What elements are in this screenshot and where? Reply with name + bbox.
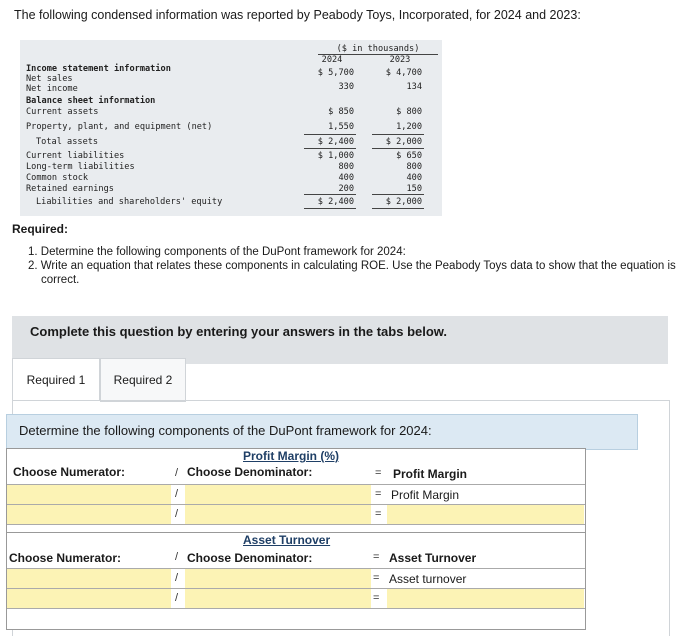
value-2023: 134 xyxy=(406,82,422,92)
requirement-1: 1. Determine the following components of the DuPont framework for 2024: xyxy=(28,246,406,258)
value-2023: $ 650 xyxy=(396,151,422,161)
subtotal-rule xyxy=(304,134,356,135)
value-2023: 400 xyxy=(406,173,422,183)
statement-row-label: Common stock xyxy=(26,173,89,183)
instruction-banner xyxy=(12,316,668,364)
requirements-list xyxy=(28,246,688,288)
value-2024: 1,550 xyxy=(328,122,354,132)
statement-row-label: Retained earnings xyxy=(26,184,114,194)
asset-turnover-calc-row: / = xyxy=(7,589,585,609)
denominator-select[interactable] xyxy=(185,569,371,588)
tab-required-1[interactable]: Required 1 xyxy=(12,358,100,401)
numerator-value-input[interactable] xyxy=(7,505,171,524)
equals-sign: = xyxy=(373,551,380,563)
divide-sign: / xyxy=(175,551,179,563)
profit-margin-title: Profit Margin (%) xyxy=(243,449,339,463)
result-row-label: Profit Margin xyxy=(391,488,460,502)
value-2023: $ 2,000 xyxy=(385,137,422,147)
denominator-label: Choose Denominator: xyxy=(187,465,313,479)
year-2024-header: 2024 xyxy=(321,55,343,65)
numerator-select[interactable] xyxy=(7,569,171,588)
profit-margin-input-row: / = Profit Margin xyxy=(7,485,585,505)
statement-row-label: Balance sheet information xyxy=(26,96,156,106)
requirement-2: 2. Write an equation that relates these components in calculating ROE. Use the Peabody Toys data to show that the equation is xyxy=(28,260,676,272)
numerator-select[interactable] xyxy=(7,485,171,504)
value-2024: $ 850 xyxy=(328,107,354,117)
statement-row-label: Income statement information xyxy=(26,64,171,74)
value-2024: 400 xyxy=(338,173,354,183)
equals-sign: = xyxy=(375,467,382,479)
result-label: Asset Turnover xyxy=(389,551,477,565)
value-2024: 330 xyxy=(338,82,354,92)
profit-margin-answer-input[interactable] xyxy=(387,505,584,524)
prompt-box xyxy=(6,414,638,450)
statement-row-label: Current assets xyxy=(26,107,99,117)
value-2023: $ 800 xyxy=(396,107,422,117)
requirement-2-continued: correct. xyxy=(41,274,80,286)
subtotal-rule xyxy=(304,208,356,209)
result-row-label: Asset turnover xyxy=(389,572,467,586)
value-2024: 200 xyxy=(338,184,354,194)
result-label: Profit Margin xyxy=(393,467,467,481)
intro-text: The following condensed information was reported by Peabody Toys, Incorporated, for 2024 and 2023: xyxy=(14,8,581,22)
value-2023: $ 2,000 xyxy=(385,197,422,207)
value-2024: 800 xyxy=(338,162,354,172)
numerator-label: Choose Numerator: xyxy=(13,465,126,479)
asset-turnover-grid xyxy=(6,532,586,630)
divide-sign: / xyxy=(175,467,179,479)
value-2024: $ 1,000 xyxy=(317,151,354,161)
required-heading: Required: xyxy=(12,222,69,236)
value-2023: 800 xyxy=(406,162,422,172)
subtotal-rule xyxy=(372,194,424,195)
subtotal-rule xyxy=(372,134,424,135)
statement-row-label: Net income xyxy=(26,84,78,94)
subtotal-rule xyxy=(304,148,356,149)
asset-turnover-title: Asset Turnover xyxy=(243,533,331,547)
value-2024: $ 2,400 xyxy=(317,197,354,207)
numerator-label: Choose Numerator: xyxy=(9,551,122,565)
profit-margin-header-row xyxy=(7,463,585,485)
subtotal-rule xyxy=(372,208,424,209)
numerator-value-input[interactable] xyxy=(7,589,171,608)
subtotal-rule xyxy=(304,194,356,195)
instruction-text: Complete this question by entering your answers in the tabs below. xyxy=(30,324,448,339)
year-2023-header: 2023 xyxy=(389,55,411,65)
tab-required-2[interactable]: Required 2 xyxy=(100,358,186,402)
value-2024: $ 2,400 xyxy=(317,137,354,147)
value-2024: $ 5,700 xyxy=(317,68,354,78)
profit-margin-calc-row: / = xyxy=(7,505,585,525)
statement-row-label: Total assets xyxy=(36,137,99,147)
financial-statement-table xyxy=(20,40,442,216)
denominator-value-input[interactable] xyxy=(185,505,371,524)
denominator-label: Choose Denominator: xyxy=(187,551,313,565)
prompt-text: Determine the following components of the DuPont framework for 2024: xyxy=(19,423,432,438)
statement-row-label: Current liabilities xyxy=(26,151,125,161)
unit-header: ($ in thousands) xyxy=(318,44,438,55)
subtotal-rule xyxy=(372,148,424,149)
statement-row-label: Long-term liabilities xyxy=(26,162,135,172)
value-2023: 1,200 xyxy=(396,122,422,132)
asset-turnover-header-row xyxy=(7,547,585,569)
denominator-value-input[interactable] xyxy=(185,589,371,608)
asset-turnover-input-row: / = Asset turnover xyxy=(7,569,585,589)
statement-row-label: Property, plant, and equipment (net) xyxy=(26,122,213,132)
value-2023: $ 4,700 xyxy=(385,68,422,78)
statement-row-label: Liabilities and shareholders' equity xyxy=(36,197,223,207)
value-2023: 150 xyxy=(406,184,422,194)
statement-row-label: Net sales xyxy=(26,74,73,84)
profit-margin-grid xyxy=(6,448,586,542)
asset-turnover-answer-input[interactable] xyxy=(387,589,584,608)
denominator-select[interactable] xyxy=(185,485,371,504)
